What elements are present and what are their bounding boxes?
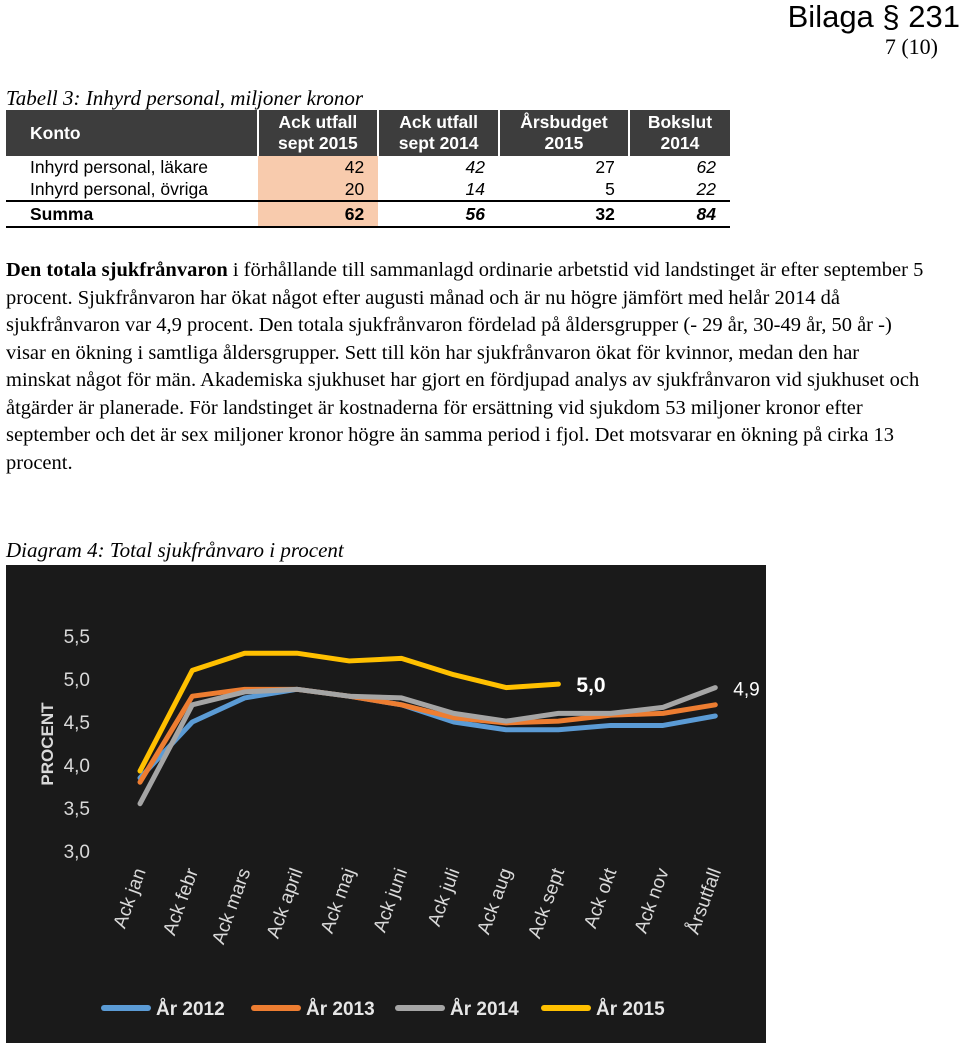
- cell-ack-2014: 42: [465, 157, 485, 177]
- table-caption: Tabell 3: Inhyrd personal, miljoner kronor: [6, 86, 363, 110]
- table-header-row: [6, 110, 730, 156]
- table-row: [6, 156, 730, 178]
- x-tick-label: Ack juli: [424, 865, 465, 930]
- x-tick-label: Ack aug: [473, 865, 517, 938]
- cell-bokslut-2014: 62: [696, 157, 716, 177]
- column-header-budget-2015: [499, 110, 629, 156]
- sum-budget-2015: 32: [499, 201, 629, 227]
- header-line: sept 2014: [398, 133, 479, 153]
- row-label: Inhyrd personal, övriga: [30, 179, 209, 199]
- cell-bokslut-2014: 22: [696, 179, 716, 199]
- series-line: [140, 653, 558, 771]
- page-header: [788, 0, 960, 60]
- y-tick-label: 5,0: [63, 670, 90, 691]
- column-header-ack-2015: [258, 110, 379, 156]
- data-label: 4,9: [733, 679, 760, 701]
- data-label: 5,0: [576, 674, 606, 698]
- row-label: Inhyrd personal, läkare: [30, 157, 209, 177]
- y-tick-label: 5,5: [63, 627, 90, 648]
- y-tick-label: 3,0: [63, 842, 90, 863]
- x-tick-label: Ack sept: [524, 865, 570, 942]
- x-tick-label: Ack nov: [630, 865, 674, 937]
- line-chart: [6, 565, 766, 1043]
- header-title: Bilaga § 231: [787, 0, 960, 34]
- y-tick-label: 3,5: [63, 799, 90, 820]
- header-line: Bokslut: [647, 112, 713, 132]
- x-tick-label: Ack okt: [580, 865, 622, 932]
- header-line: Årsbudget: [520, 112, 608, 132]
- column-header-ack-2014: [378, 110, 499, 156]
- x-tick-label: Ack april: [262, 865, 308, 942]
- cell-ack-2014: 14: [465, 179, 485, 199]
- header-line: sept 2015: [278, 133, 358, 153]
- x-tick-label: Ack febr: [159, 865, 203, 939]
- cell-ack-2015: 20: [258, 178, 379, 201]
- header-line: Ack utfall: [278, 112, 358, 132]
- sick-leave-chart: [6, 565, 766, 1043]
- header-line: 2015: [544, 133, 584, 153]
- legend-label: År 2015: [596, 999, 665, 1020]
- diagram-caption: Diagram 4: Total sjukfrånvaro i procent: [6, 538, 344, 562]
- x-tick-label: Ack juni: [369, 865, 413, 936]
- sum-label: Summa: [6, 201, 258, 227]
- page-number: 7 (10): [884, 34, 938, 59]
- sum-bokslut-2014: 84: [629, 201, 730, 227]
- y-tick-label: 4,5: [63, 713, 90, 734]
- paragraph-text: i förhållande till sammanlagd ordinarie arbetstid vid landstinget är efter september 5 procent. Sjukfrånvaron har ökat något efter augusti månad och är nu högre jämfört med helår 2014 då sjukfrånvaron var 4,9 procent. Den totala sjukfrånvaron fördelad på åldersgrupper (- 29 år, 30-49 år, 50 år -) visar en ökning i samtliga åldersgrupper. Sett till kön har sjukfrånvaron ökat för kvinnor, medan den har minskat något för män. Akademiska sjukhuset har gjort en fördjupad analys av sjukfrånvaron vid sjukhuset och åtgärder är planerade. För landstinget är kostnaderna för ersättning vid sjukdom 53 miljoner kronor efter september och det är sex miljoner kronor högre än samma period i fjol. Det motsvarar en ökning på cirka 13 procent.: [6, 259, 924, 474]
- y-tick-label: 4,0: [63, 756, 90, 777]
- sum-ack-2014: 56: [378, 201, 499, 227]
- x-tick-label: Ack maj: [317, 865, 360, 937]
- legend-label: År 2013: [306, 999, 375, 1020]
- column-header-bokslut-2014: [629, 110, 730, 156]
- table-sum-row: [6, 201, 730, 227]
- table-row: [6, 178, 730, 201]
- series-line: [140, 689, 715, 778]
- x-tick-label: Ack jan: [109, 865, 151, 932]
- column-header-konto: Konto: [6, 110, 258, 156]
- sum-ack-2015: 62: [258, 201, 379, 227]
- x-tick-label: Årsutfall: [682, 865, 726, 938]
- cell-ack-2015: 42: [258, 156, 379, 178]
- x-tick-label: Ack mars: [208, 865, 256, 948]
- cell-budget-2015: 27: [595, 157, 615, 177]
- y-axis-title: PROCENT: [38, 702, 57, 786]
- header-line: 2014: [660, 133, 700, 153]
- cell-budget-2015: 5: [605, 179, 615, 199]
- paragraph-lead: Den totala sjukfrånvaron: [6, 259, 228, 281]
- header-line: Ack utfall: [399, 112, 479, 132]
- legend-label: År 2012: [156, 999, 225, 1020]
- staffing-table: [6, 110, 730, 228]
- body-paragraph: [6, 257, 926, 477]
- legend-label: År 2014: [450, 999, 519, 1020]
